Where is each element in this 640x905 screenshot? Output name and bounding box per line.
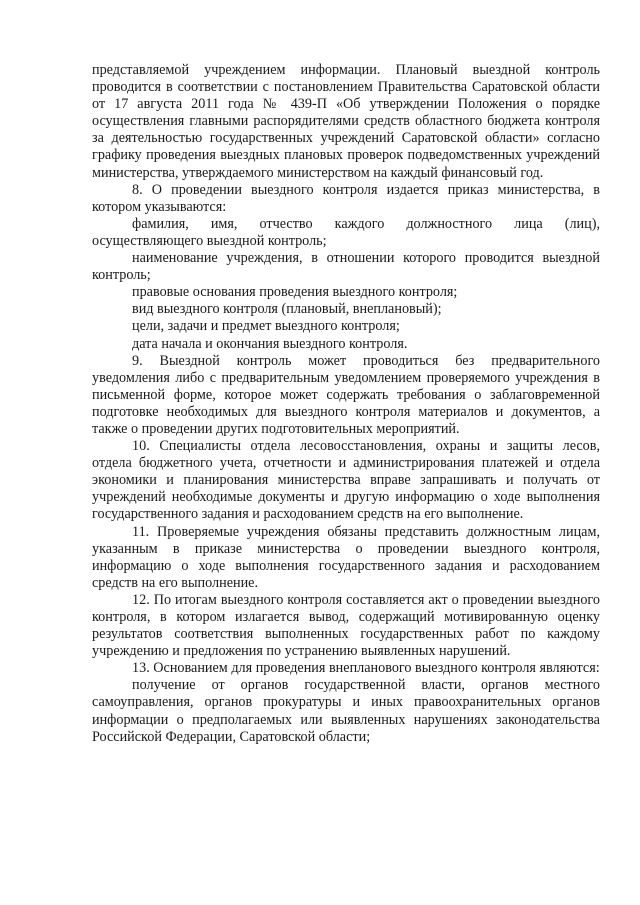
list-item-official-name: фамилия, имя, отчество каждого должностного лица (лиц), осуществляющего выездной контроль;	[92, 215, 600, 249]
paragraph-continuation: представляемой учреждением информации. Плановый выездной контроль проводится в соответствии с постановлением Правительства Саратовской области от 17 августа 2011 года № 439-П «Об утверждении Положения о порядке осуществления главными распорядителями средств областного бюджета контроля за деятельностью государственных учреждений Саратовской области» согласно графику проведения выездных плановых проверок подведомственных учреждений министерства, утверждаемого министерством на каждый финансовый год.	[92, 62, 600, 181]
paragraph-item-12: 12. По итогам выездного контроля составляется акт о проведении выездного контроля, в котором излагается вывод, содержащий мотивированную оценку результатов соответствия выполненных государственных работ по каждому учреждению и предложения по устранению выявленных нарушений.	[92, 591, 600, 660]
list-item-legal-grounds: правовые основания проведения выездного контроля;	[132, 284, 458, 301]
paragraph-item-10: 10. Специалисты отдела лесовосстановления, охраны и защиты лесов, отдела бюджетного учета, отчетности и администрирования платежей и отдела экономики и планирования министерства вправе запрашивать и получать от учреждений необходимые документы и другую информацию о ходе выполнения государственного задания и расходованием средств на его выполнение.	[92, 438, 600, 523]
document-body	[92, 62, 600, 746]
list-item-information-received: получение от органов государственной власти, органов местного самоуправления, органов прокуратуры и иных правоохранительных органов информации о предполагаемых или выявленных нарушениях законодательства Российской Федерации, Саратовской области;	[92, 677, 600, 745]
list-item-control-type: вид выездного контроля (плановый, внеплановый);	[132, 301, 442, 318]
list-item-dates: дата начала и окончания выездного контроля.	[132, 335, 408, 352]
list-item-goals: цели, задачи и предмет выездного контроля;	[132, 318, 400, 335]
paragraph-item-13: 13. Основанием для проведения внепланового выездного контроля являются:	[132, 660, 600, 677]
list-item-institution-name: наименование учреждения, в отношении которого проводится выездной контроль;	[92, 250, 600, 284]
paragraph-item-8: 8. О проведении выездного контроля издается приказ министерства, в котором указываются:	[92, 181, 600, 215]
paragraph-item-11: 11. Проверяемые учреждения обязаны представить должностным лицам, указанным в приказе министерства о проведении выездного контроля, информацию о ходе выполнения государственного задания и расходованием средств на его выполнение.	[92, 523, 600, 591]
paragraph-item-9: 9. Выездной контроль может проводиться без предварительного уведомления либо с предварительным уведомлением проверяемого учреждения в письменной форме, которое может содержать требования о заблаговременной подготовке необходимых для выездного контроля материалов и документов, а также о проведении других подготовительных мероприятий.	[92, 352, 600, 437]
